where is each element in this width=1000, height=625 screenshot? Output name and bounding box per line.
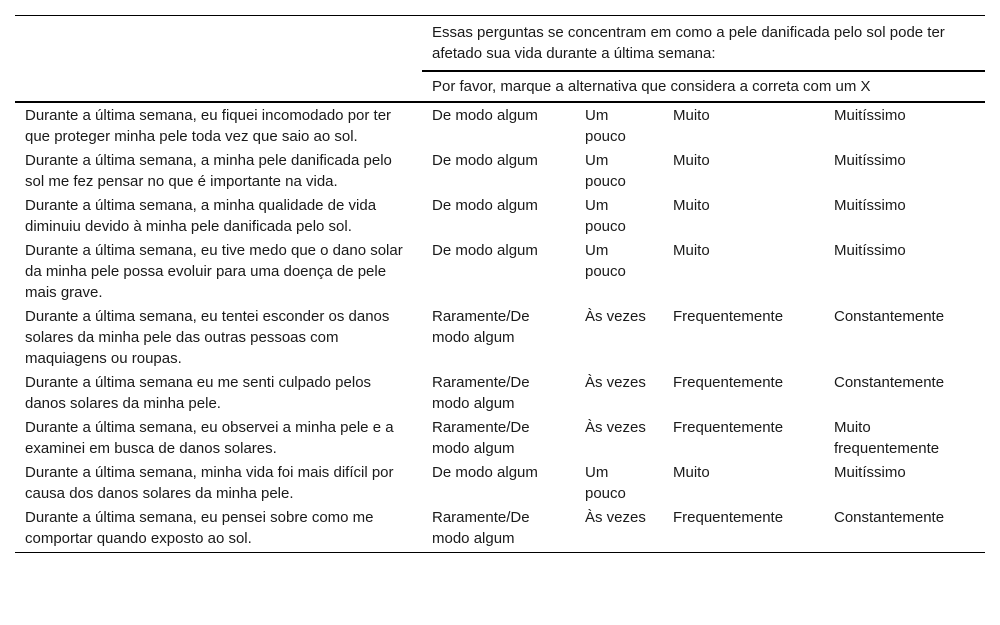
- option-3: Frequentemente: [673, 419, 784, 436]
- header-intro: Essas perguntas se concentram em como a pele danificada pelo sol pode ter afetado sua vida durante a última semana:: [422, 16, 985, 72]
- question-text: Durante a última semana, a minha pele danificada pelo sol me fez pensar no que é importante na vida.: [25, 152, 392, 190]
- option-1: De modo algum: [432, 197, 538, 214]
- table-row: [15, 238, 985, 304]
- option-3: Muito: [673, 242, 710, 259]
- question-text: Durante a última semana, eu tentei esconder os danos solares da minha pele das outras pessoas com maquiagens ou roupas.: [25, 308, 390, 367]
- option-4: Constantemente: [834, 308, 945, 325]
- option-1: De modo algum: [432, 152, 538, 169]
- question-text: Durante a última semana, eu pensei sobre como me comportar quando exposto ao sol.: [15, 505, 422, 553]
- option-2: Às vezes: [585, 308, 646, 325]
- option-2: Um pouco: [585, 197, 626, 235]
- option-2: Às vezes: [575, 505, 663, 553]
- table-row: [15, 304, 985, 370]
- option-4: Muitíssimo: [834, 152, 906, 169]
- option-2: Um pouco: [585, 152, 626, 190]
- option-1: De modo algum: [432, 107, 538, 124]
- option-3: Frequentemente: [663, 505, 824, 553]
- header-empty-cell: [15, 71, 422, 102]
- option-4: Muitíssimo: [834, 242, 906, 259]
- table-row: [15, 193, 985, 238]
- table-row: [15, 505, 985, 553]
- option-4: Muitíssimo: [834, 107, 906, 124]
- option-4: Constantemente: [834, 374, 945, 391]
- option-4: Muitíssimo: [834, 464, 906, 481]
- questionnaire-table: [15, 15, 985, 553]
- option-2: Às vezes: [585, 374, 646, 391]
- table-row: [15, 415, 985, 460]
- option-2: Um pouco: [585, 464, 626, 502]
- question-text: Durante a última semana, eu tive medo que o dano solar da minha pele possa evoluir para uma doença de pele mais grave.: [25, 242, 403, 301]
- option-3: Frequentemente: [673, 374, 784, 391]
- option-2: Um pouco: [585, 242, 626, 280]
- question-text: Durante a última semana, a minha qualidade de vida diminuiu devido à minha pele danificada pelo sol.: [25, 197, 377, 235]
- question-text: Durante a última semana, eu observei a minha pele e a examinei em busca de danos solares.: [25, 419, 394, 457]
- option-1: Raramente/De modo algum: [432, 419, 530, 457]
- table-row: [15, 148, 985, 193]
- option-1: De modo algum: [432, 464, 538, 481]
- option-1: Raramente/De modo algum: [432, 308, 530, 346]
- option-1: Raramente/De modo algum: [432, 374, 530, 412]
- option-3: Muito: [673, 107, 710, 124]
- table-row: [15, 102, 985, 148]
- question-text: Durante a última semana eu me senti culpado pelos danos solares da minha pele.: [25, 374, 372, 412]
- option-2: Às vezes: [585, 419, 646, 436]
- option-4: Constantemente: [824, 505, 985, 553]
- option-4: Muitíssimo: [834, 197, 906, 214]
- table-row: [15, 370, 985, 415]
- header-row-intro: [15, 16, 985, 72]
- header-instruction: Por favor, marque a alternativa que considera a correta com um X: [422, 71, 985, 102]
- option-2: Um pouco: [585, 107, 626, 145]
- header-row-instruction: [15, 71, 985, 102]
- option-4: Muito frequentemente: [834, 419, 940, 457]
- question-text: Durante a última semana, eu fiquei incomodado por ter que proteger minha pele toda vez que saio ao sol.: [25, 107, 392, 145]
- question-text: Durante a última semana, minha vida foi mais difícil por causa dos danos solares da minha pele.: [25, 464, 394, 502]
- option-3: Frequentemente: [673, 308, 784, 325]
- option-1: Raramente/De modo algum: [422, 505, 575, 553]
- header-empty-cell: [15, 16, 422, 72]
- table-row: [15, 460, 985, 505]
- option-3: Muito: [673, 152, 710, 169]
- option-3: Muito: [673, 464, 710, 481]
- option-1: De modo algum: [432, 242, 538, 259]
- option-3: Muito: [673, 197, 710, 214]
